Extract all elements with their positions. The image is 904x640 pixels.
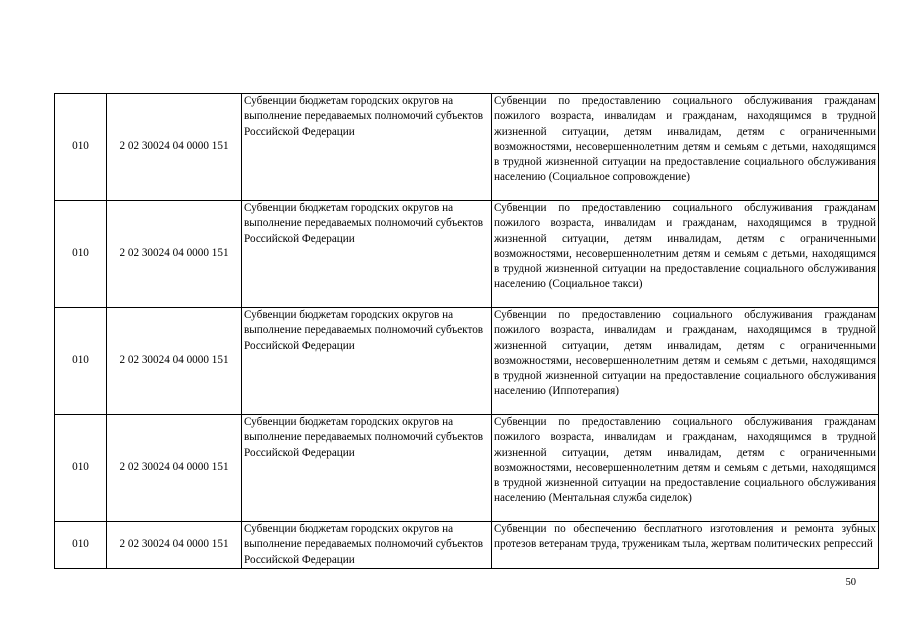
admin-code-cell: 010 — [55, 522, 107, 569]
revenue-name-cell: Субвенции бюджетам городских округов на выполнение передаваемых полномочий субъектов Российской Федерации — [242, 94, 492, 201]
revenue-name-cell: Субвенции бюджетам городских округов на выполнение передаваемых полномочий субъектов Российской Федерации — [242, 201, 492, 308]
budget-code-cell: 2 02 30024 04 0000 151 — [107, 308, 242, 415]
revenue-description-cell: Субвенции по предоставлению социального обслуживания гражданам пожилого возраста, инвалидам и гражданам, находящимся в трудной жизненной ситуации, детям инвалидам, детям с ограниченными возможностями, несовершеннолетним детям и семьям с детьми, находящимся в трудной жизненной ситуации на предоставление социального обслуживания населению (Социальное сопровождение) — [492, 94, 879, 201]
revenue-description-cell: Субвенции по обеспечению бесплатного изготовления и ремонта зубных протезов ветеранам труда, труженикам тыла, жертвам политических репрессий — [492, 522, 879, 569]
revenue-description-cell: Субвенции по предоставлению социального обслуживания гражданам пожилого возраста, инвалидам и гражданам, находящимся в трудной жизненной ситуации, детям инвалидам, детям с ограниченными возможностями, несовершеннолетним детям и семьям с детьми, находящимся в трудной жизненной ситуации на предоставление социального обслуживания населению (Социальное такси) — [492, 201, 879, 308]
revenue-description-cell: Субвенции по предоставлению социального обслуживания гражданам пожилого возраста, инвалидам и гражданам, находящимся в трудной жизненной ситуации, детям инвалидам, детям с ограниченными возможностями, несовершеннолетним детям и семьям с детьми, находящимся в трудной жизненной ситуации на предоставление социального обслуживания населению (Ментальная служба сиделок) — [492, 415, 879, 522]
revenue-name-cell: Субвенции бюджетам городских округов на выполнение передаваемых полномочий субъектов Российской Федерации — [242, 308, 492, 415]
admin-code-cell: 010 — [55, 308, 107, 415]
admin-code-cell: 010 — [55, 201, 107, 308]
revenue-name-cell: Субвенции бюджетам городских округов на выполнение передаваемых полномочий субъектов Российской Федерации — [242, 415, 492, 522]
table-row — [55, 201, 879, 308]
table-row — [55, 522, 879, 569]
budget-code-cell: 2 02 30024 04 0000 151 — [107, 201, 242, 308]
budget-revenue-table — [54, 93, 879, 569]
table-row — [55, 94, 879, 201]
table-row — [55, 308, 879, 415]
budget-code-cell: 2 02 30024 04 0000 151 — [107, 415, 242, 522]
budget-code-cell: 2 02 30024 04 0000 151 — [107, 94, 242, 201]
page-number: 50 — [845, 577, 856, 588]
table-row — [55, 415, 879, 522]
revenue-description-cell: Субвенции по предоставлению социального обслуживания гражданам пожилого возраста, инвалидам и гражданам, находящимся в трудной жизненной ситуации, детям инвалидам, детям с ограниченными возможностями, несовершеннолетним детям и семьям с детьми, находящимся в трудной жизненной ситуации на предоставление социального обслуживания населению (Иппотерапия) — [492, 308, 879, 415]
admin-code-cell: 010 — [55, 415, 107, 522]
budget-code-cell: 2 02 30024 04 0000 151 — [107, 522, 242, 569]
revenue-name-cell: Субвенции бюджетам городских округов на выполнение передаваемых полномочий субъектов Российской Федерации — [242, 522, 492, 569]
admin-code-cell: 010 — [55, 94, 107, 201]
